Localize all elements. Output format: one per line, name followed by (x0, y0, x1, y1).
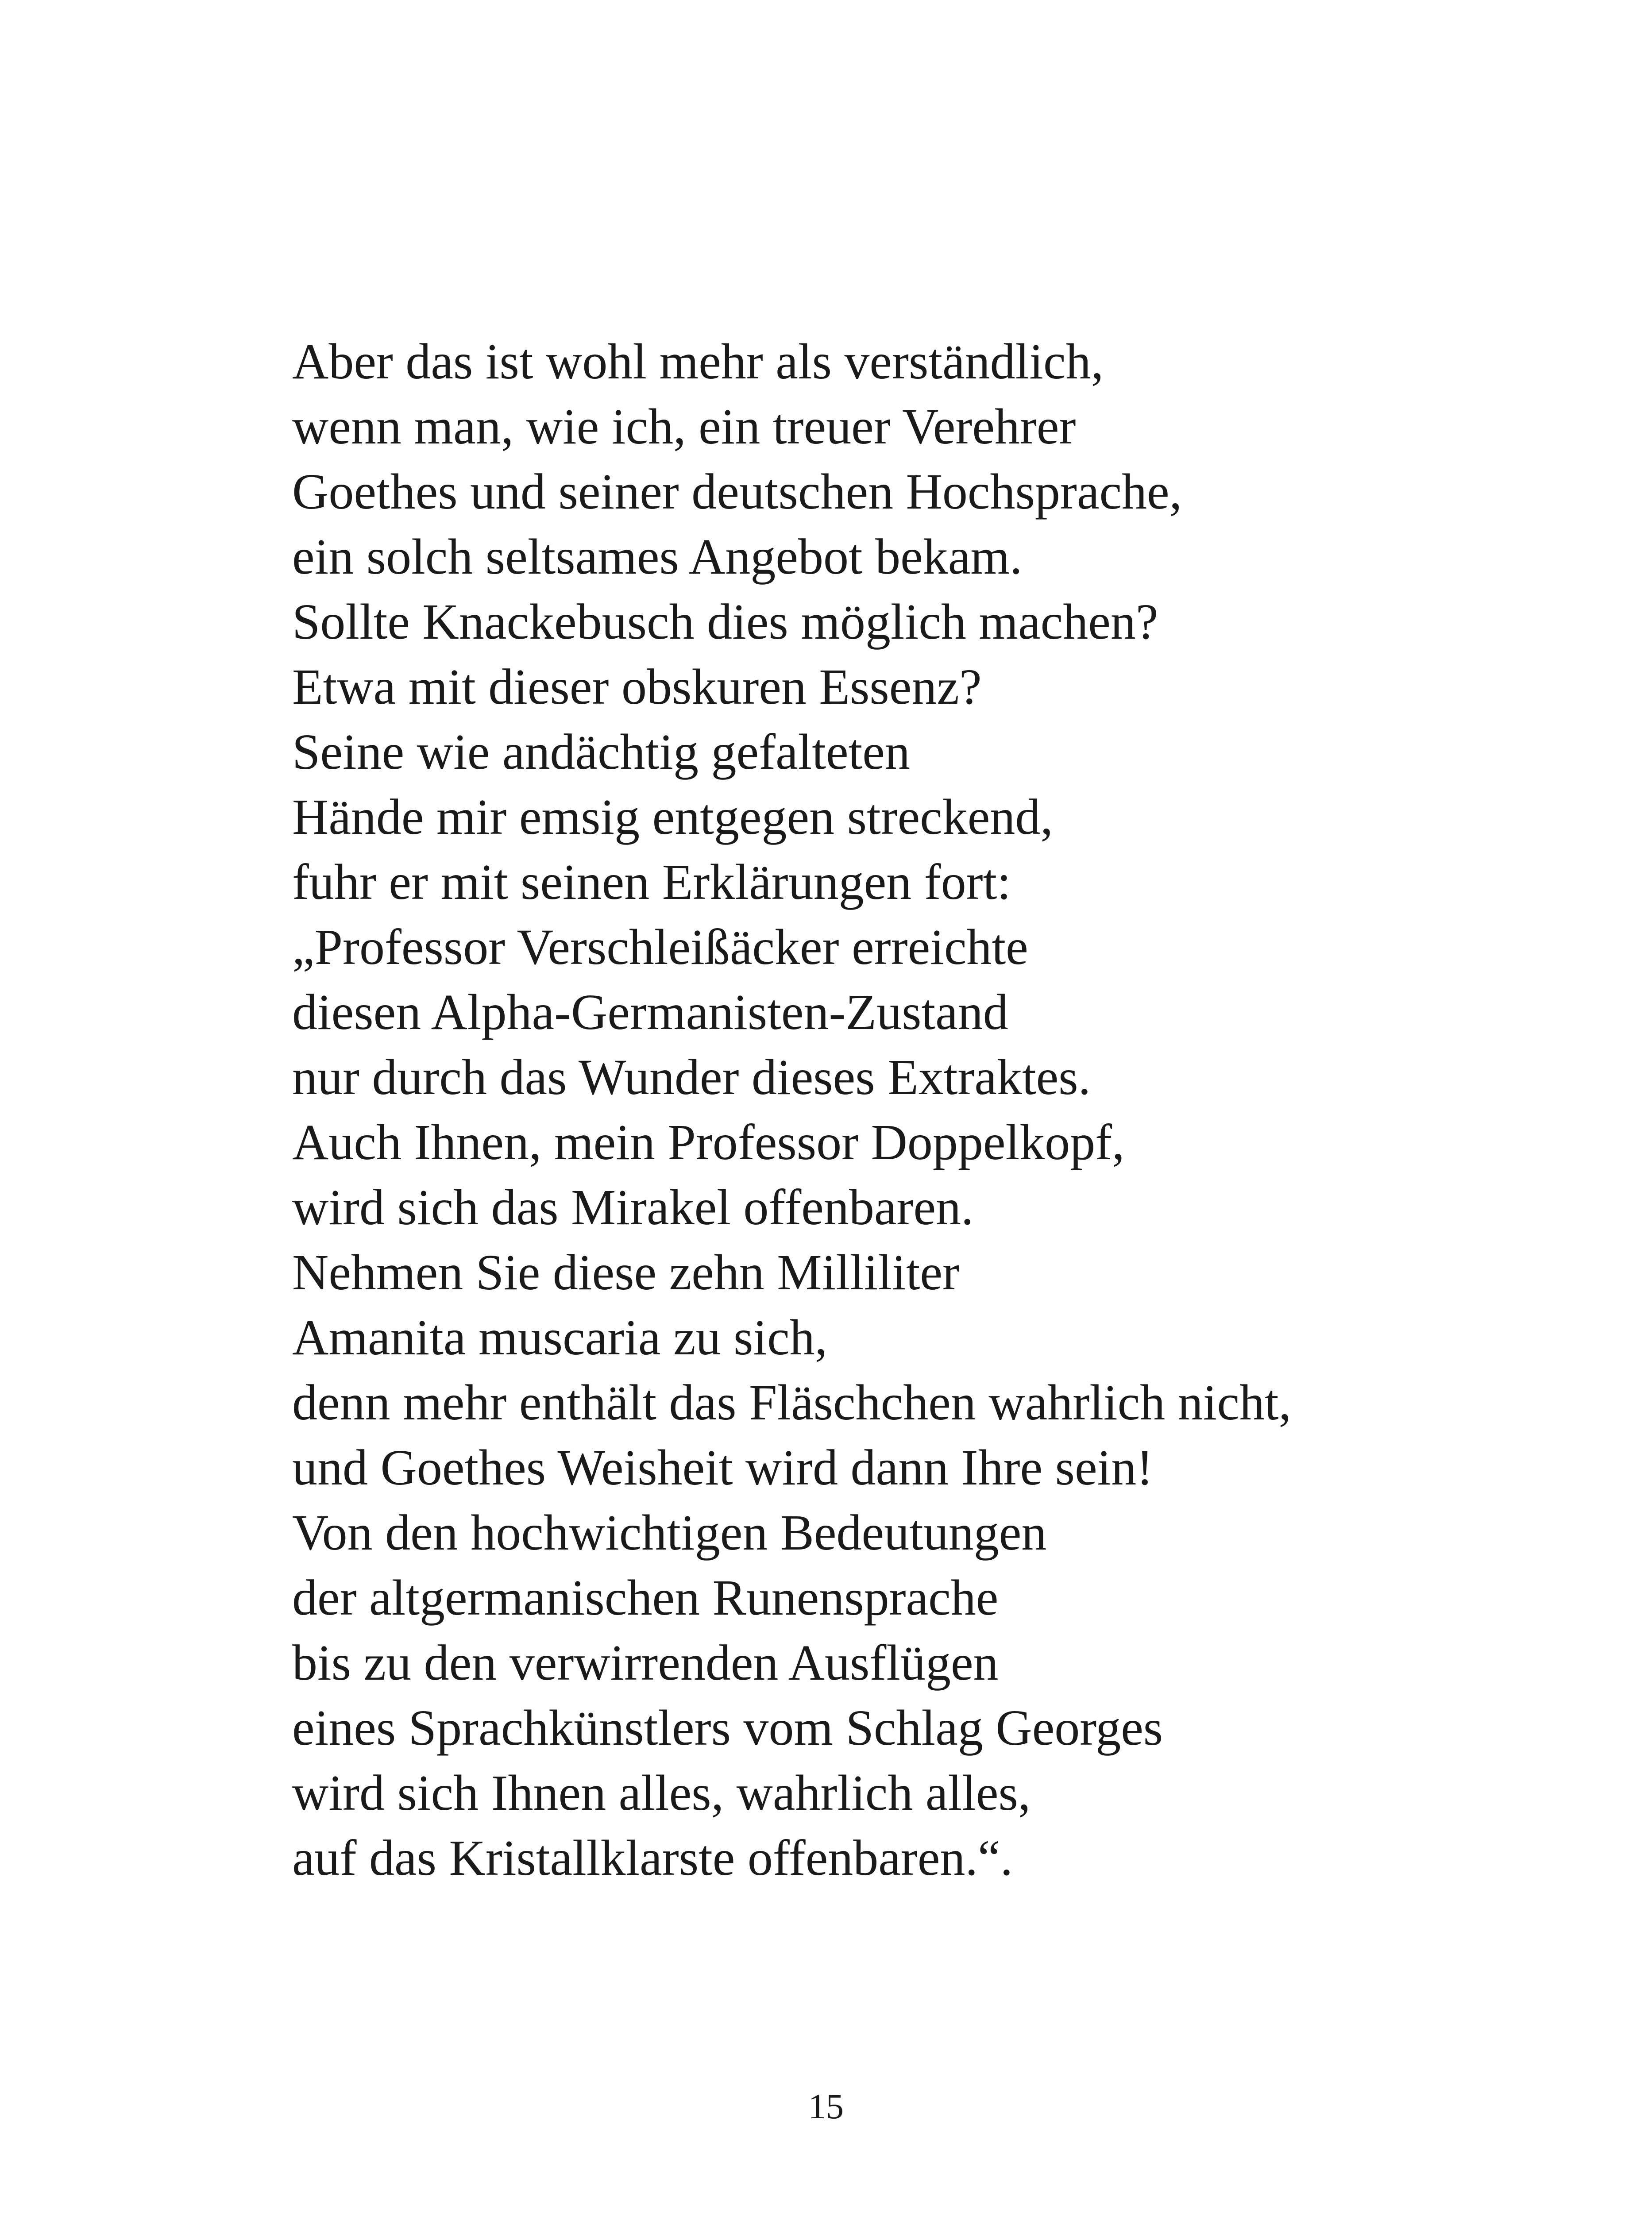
poem-line: Sollte Knackebusch dies möglich machen? (292, 594, 1158, 650)
poem-line: Hände mir emsig entgegen streckend, (292, 789, 1053, 845)
poem-line: denn mehr enthält das Fläschchen wahrlich nicht, (292, 1374, 1292, 1430)
poem-line: auf das Kristallklarste offenbaren.“. (292, 1830, 1013, 1886)
poem-line: Auch Ihnen, mein Professor Doppelkopf, (292, 1114, 1125, 1170)
poem-line: Nehmen Sie diese zehn Milliliter (292, 1244, 959, 1300)
poem-line: nur durch das Wunder dieses Extraktes. (292, 1049, 1091, 1105)
poem-line: „Professor Verschleißäcker erreichte (292, 919, 1028, 975)
poem-line: eines Sprachkünstlers vom Schlag Georges (292, 1700, 1163, 1756)
poem-line: ein solch seltsames Angebot bekam. (292, 528, 1023, 585)
poem-line: wenn man, wie ich, ein treuer Verehrer (292, 398, 1076, 455)
poem-line: und Goethes Weisheit wird dann Ihre sein! (292, 1439, 1154, 1496)
poem-line: Amanita muscaria zu sich, (292, 1309, 828, 1365)
poem-line: Von den hochwichtigen Bedeutungen (292, 1504, 1047, 1561)
poem-line: fuhr er mit seinen Erklärungen fort: (292, 854, 1011, 910)
poem-line: Aber das ist wohl mehr als verständlich, (292, 333, 1104, 389)
poem-line: Goethes und seiner deutschen Hochsprache, (292, 463, 1182, 520)
poem-line: Etwa mit dieser obskuren Essenz? (292, 659, 982, 715)
poem-line: der altgermanischen Runensprache (292, 1569, 999, 1626)
poem-line: bis zu den verwirrenden Ausflügen (292, 1635, 999, 1691)
page-number: 15 (808, 2087, 844, 2126)
poem-line: Seine wie andächtig gefalteten (292, 724, 910, 780)
poem-line: wird sich Ihnen alles, wahrlich alles, (292, 1765, 1031, 1821)
poem-line: diesen Alpha-Germanisten-Zustand (292, 984, 1008, 1040)
poem-line: wird sich das Mirakel offenbaren. (292, 1179, 974, 1235)
